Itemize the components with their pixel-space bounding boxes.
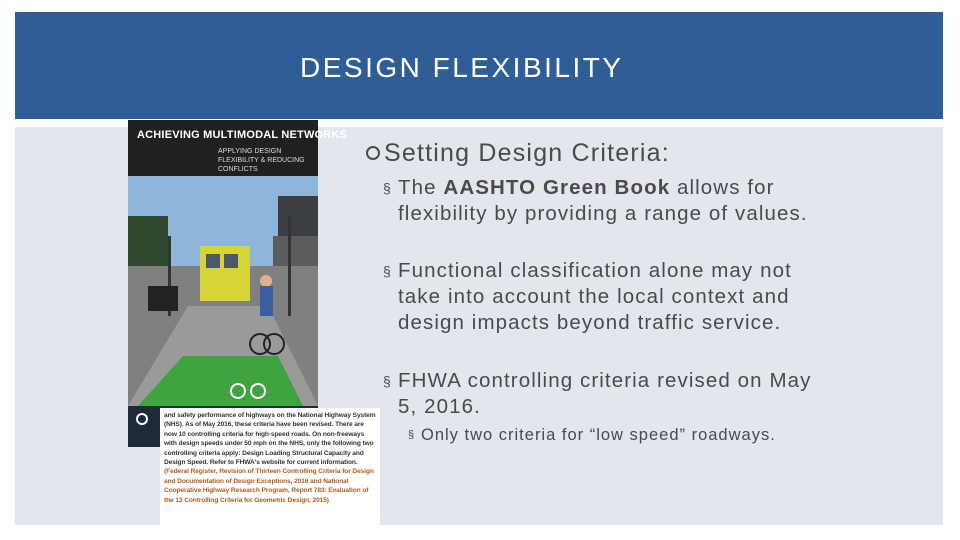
subbullet-low-speed	[406, 423, 876, 447]
bullet-text: Functional classification alone may not take into account the local context and design impacts beyond traffic service.	[398, 259, 792, 334]
bullet-fhwa	[380, 368, 830, 420]
book-cover-header	[128, 120, 348, 176]
criteria-note	[160, 408, 380, 528]
book-title: ACHIEVING MULTIMODAL NETWORKS	[137, 129, 348, 141]
book-subtitle: APPLYING DESIGN FLEXIBILITY & REDUCING CONFLICTS	[218, 148, 305, 173]
square-bullet-icon: §	[383, 263, 392, 279]
heading-text: Setting Design Criteria:	[384, 139, 670, 167]
bullet-text-prefix: The	[398, 176, 444, 199]
dot-seal-icon	[136, 413, 148, 425]
bullet-text-suffix: allows for flexibility by providing a range of values.	[398, 176, 808, 225]
subbullet-text: Only two criteria for “low speed” roadways.	[421, 426, 776, 444]
slide-title: DESIGN FLEXIBILITY	[300, 52, 624, 83]
heading-bullet	[366, 139, 926, 168]
note-text: and safety performance of highways on the National Highway System (NHS). As of May 2016, these criteria have been revised. There are now 10 controlling criteria for high-speed roads. On non-freeways with design speeds under 50 mph on the NHS, only the following two controlling criteria apply: Design Loading Structural Capacity and Design Speed. Refer to FHWA's website for current information.	[164, 412, 376, 467]
street-photo	[128, 176, 318, 406]
bullet-aashto	[380, 175, 830, 227]
square-bullet-icon: §	[383, 180, 392, 196]
note-reference: (Federal Register, Revision of Thirteen Controlling Criteria for Design and Documentation of Design Exceptions, 2016 and National Cooperative Highway Research Program, Report 783: Evaluation of the 13 Controlling Criteria for Geometric Design, 2015)	[164, 468, 374, 504]
bullet-text: FHWA controlling criteria revised on May 5, 2016.	[398, 369, 812, 418]
hollow-circle-bullet-icon	[366, 146, 380, 160]
bullet-text-bold: AASHTO Green Book	[443, 176, 671, 199]
square-bullet-icon: §	[383, 373, 392, 389]
square-bullet-icon: §	[408, 429, 416, 441]
bullet-functional-classification	[380, 258, 830, 336]
